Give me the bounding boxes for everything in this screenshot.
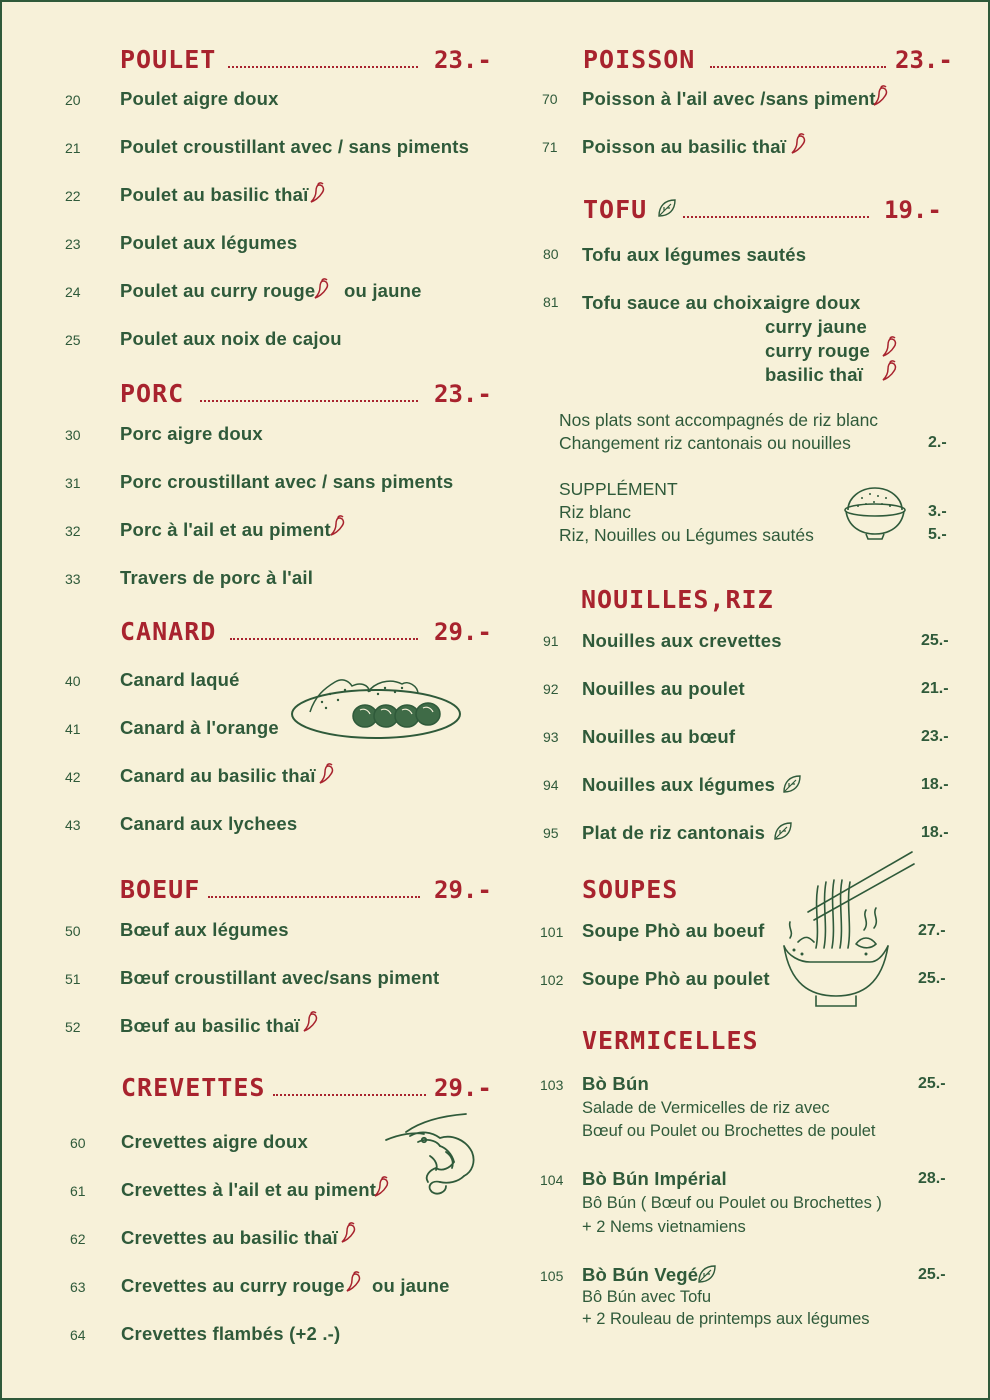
leader-dots	[200, 400, 418, 402]
menu-item: Tofu aux légumes sautés	[582, 244, 807, 265]
menu-item: Nouilles au bœuf	[582, 726, 736, 747]
note-price: 2.-	[928, 434, 947, 451]
menu-item: Crevettes à l'ail et au piment	[121, 1179, 377, 1200]
menu-item: Poulet aux noix de cajou	[120, 328, 342, 349]
item-number: 40	[65, 673, 81, 689]
item-number: 50	[65, 923, 81, 939]
item-number: 103	[540, 1077, 564, 1093]
item-number: 52	[65, 1019, 81, 1035]
menu-item: Soupe Phò au boeuf	[582, 920, 765, 941]
leader-dots	[273, 1094, 426, 1096]
supplement-title: SUPPLÉMENT	[559, 479, 678, 499]
leader-dots	[683, 216, 869, 218]
section-price-tofu: 19.-	[884, 196, 942, 224]
item-number: 60	[70, 1135, 86, 1151]
menu-item: Bò Bún Impérial	[582, 1168, 727, 1189]
note-line: Nos plats sont accompagnés de riz blanc	[559, 410, 879, 430]
menu-item: Poisson au basilic thaï	[582, 136, 787, 157]
leaf-icon	[697, 1264, 717, 1284]
section-title-poulet: POULET	[120, 45, 217, 74]
menu-item: Crevettes au curry rouge	[121, 1275, 345, 1296]
item-number: 101	[540, 924, 564, 940]
leaf-icon	[657, 198, 677, 218]
item-number: 80	[543, 246, 559, 262]
section-price-poisson: 23.-	[895, 46, 953, 74]
menu-item-suffix: ou jaune	[344, 280, 422, 301]
sauce-option: basilic thaï	[765, 364, 864, 385]
item-price: 28.-	[918, 1170, 946, 1187]
item-number: 104	[540, 1172, 564, 1188]
noodle-bowl-illustration	[780, 850, 915, 1010]
item-number: 22	[65, 188, 81, 204]
menu-item: Travers de porc à l'ail	[120, 567, 314, 588]
chili-icon	[329, 514, 351, 538]
section-title-boeuf: BOEUF	[120, 875, 201, 904]
chili-icon	[340, 1221, 362, 1245]
leader-dots	[208, 896, 420, 898]
item-number: 62	[70, 1231, 86, 1247]
item-price: 27.-	[918, 922, 946, 939]
menu-item: Canard laqué	[120, 669, 240, 690]
menu-item: Porc à l'ail et au piment	[120, 519, 331, 540]
item-number: 20	[65, 92, 81, 108]
item-number: 31	[65, 475, 81, 491]
item-number: 102	[540, 972, 564, 988]
chili-icon	[790, 132, 812, 156]
menu-item: Porc croustillant avec / sans piments	[120, 471, 454, 492]
section-title-crevettes: CREVETTES	[121, 1073, 266, 1102]
menu-item: Nouilles aux légumes	[582, 774, 776, 795]
leader-dots	[230, 638, 418, 640]
item-number: 91	[543, 633, 559, 649]
supplement-price: 3.-	[928, 503, 947, 520]
item-number: 23	[65, 236, 81, 252]
item-number: 21	[65, 140, 81, 156]
menu-item: Crevettes aigre doux	[121, 1131, 309, 1152]
item-number: 95	[543, 825, 559, 841]
item-price: 18.-	[921, 776, 949, 793]
section-title-vermicelles: VERMICELLES	[582, 1026, 759, 1055]
item-description: + 2 Nems vietnamiens	[582, 1218, 746, 1236]
item-description: Bœuf ou Poulet ou Brochettes de poulet	[582, 1122, 876, 1140]
chili-icon	[318, 762, 340, 786]
sauce-option: curry rouge	[765, 340, 871, 361]
item-number: 61	[70, 1183, 86, 1199]
duck-plate-illustration	[290, 668, 465, 743]
menu-item: Crevettes au basilic thaï	[121, 1227, 338, 1248]
chili-icon	[872, 84, 894, 108]
chili-icon	[881, 359, 903, 383]
item-number: 24	[65, 284, 81, 300]
item-number: 105	[540, 1268, 564, 1284]
menu-item: Bò Bún	[582, 1073, 649, 1094]
menu-item: Crevettes flambés (+2 .-)	[121, 1323, 341, 1344]
sauce-option: aigre doux	[765, 292, 861, 313]
item-price: 25.-	[918, 970, 946, 987]
menu-item: Soupe Phò au poulet	[582, 968, 770, 989]
menu-item: Bò Bún Vegé	[582, 1264, 699, 1285]
item-description: + 2 Rouleau de printemps aux légumes	[582, 1310, 870, 1328]
item-number: 51	[65, 971, 81, 987]
chili-icon	[345, 1270, 367, 1294]
menu-item: Poulet croustillant avec / sans piments	[120, 136, 470, 157]
menu-item: Poulet au basilic thaï	[120, 184, 309, 205]
menu-item: Porc aigre doux	[120, 423, 263, 444]
item-number: 41	[65, 721, 81, 737]
item-number: 30	[65, 427, 81, 443]
supplement-line: Riz, Nouilles ou Légumes sautés	[559, 525, 814, 545]
item-price: 25.-	[918, 1266, 946, 1283]
menu-item: Plat de riz cantonais	[582, 822, 766, 843]
section-price-canard: 29.-	[434, 618, 492, 646]
note-line: Changement riz cantonais ou nouilles	[559, 433, 851, 453]
item-description: Salade de Vermicelles de riz avec	[582, 1099, 830, 1117]
menu-item: Bœuf croustillant avec/sans piment	[120, 967, 440, 988]
menu-item: Poulet aigre doux	[120, 88, 279, 109]
item-number: 32	[65, 523, 81, 539]
item-number: 64	[70, 1327, 86, 1343]
section-title-soupes: SOUPES	[582, 875, 679, 904]
item-number: 81	[543, 294, 559, 310]
item-number: 71	[542, 139, 558, 155]
section-title-poisson: POISSON	[583, 45, 696, 74]
supplement-line: Riz blanc	[559, 502, 631, 522]
chili-icon	[302, 1010, 324, 1034]
supplement-price: 5.-	[928, 526, 947, 543]
section-title-canard: CANARD	[120, 617, 217, 646]
menu-item: Tofu sauce au choix:	[582, 292, 769, 313]
section-title-tofu: TOFU	[583, 195, 648, 224]
item-number: 92	[543, 681, 559, 697]
menu-item-suffix: ou jaune	[372, 1275, 450, 1296]
item-price: 21.-	[921, 680, 949, 697]
item-number: 33	[65, 571, 81, 587]
chili-icon	[313, 277, 335, 301]
leader-dots	[710, 66, 886, 68]
leaf-icon	[782, 774, 802, 794]
menu-item: Nouilles aux crevettes	[582, 630, 782, 651]
item-price: 18.-	[921, 824, 949, 841]
item-number: 70	[542, 91, 558, 107]
menu-item: Canard à l'orange	[120, 717, 279, 738]
section-price-porc: 23.-	[434, 380, 492, 408]
sauce-option: curry jaune	[765, 316, 867, 337]
chili-icon	[881, 335, 903, 359]
item-number: 93	[543, 729, 559, 745]
menu-item: Nouilles au poulet	[582, 678, 745, 699]
item-number: 94	[543, 777, 559, 793]
menu-item: Canard au basilic thaï	[120, 765, 316, 786]
item-price: 25.-	[921, 632, 949, 649]
item-number: 42	[65, 769, 81, 785]
item-number: 43	[65, 817, 81, 833]
section-title-nouilles: NOUILLES,RIZ	[581, 585, 774, 614]
section-price-boeuf: 29.-	[434, 876, 492, 904]
rice-bowl-icon	[842, 484, 908, 542]
menu-item: Poisson à l'ail avec /sans piment	[582, 88, 876, 109]
item-price: 25.-	[918, 1075, 946, 1092]
item-description: Bô Bún ( Bœuf ou Poulet ou Brochettes )	[582, 1194, 882, 1212]
menu-item: Poulet aux légumes	[120, 232, 298, 253]
item-number: 25	[65, 332, 81, 348]
shrimp-illustration	[380, 1110, 485, 1200]
section-title-porc: PORC	[120, 379, 185, 408]
menu-item: Canard aux lychees	[120, 813, 298, 834]
section-price-crevettes: 29.-	[434, 1074, 492, 1102]
leader-dots	[228, 66, 418, 68]
leaf-icon	[773, 821, 793, 841]
menu-item: Bœuf aux légumes	[120, 919, 289, 940]
item-price: 23.-	[921, 728, 949, 745]
item-description: Bô Bún avec Tofu	[582, 1288, 712, 1306]
chili-icon	[309, 181, 331, 205]
menu-item: Poulet au curry rouge	[120, 280, 316, 301]
item-number: 63	[70, 1279, 86, 1295]
menu-item: Bœuf au basilic thaï	[120, 1015, 300, 1036]
section-price-poulet: 23.-	[434, 46, 492, 74]
